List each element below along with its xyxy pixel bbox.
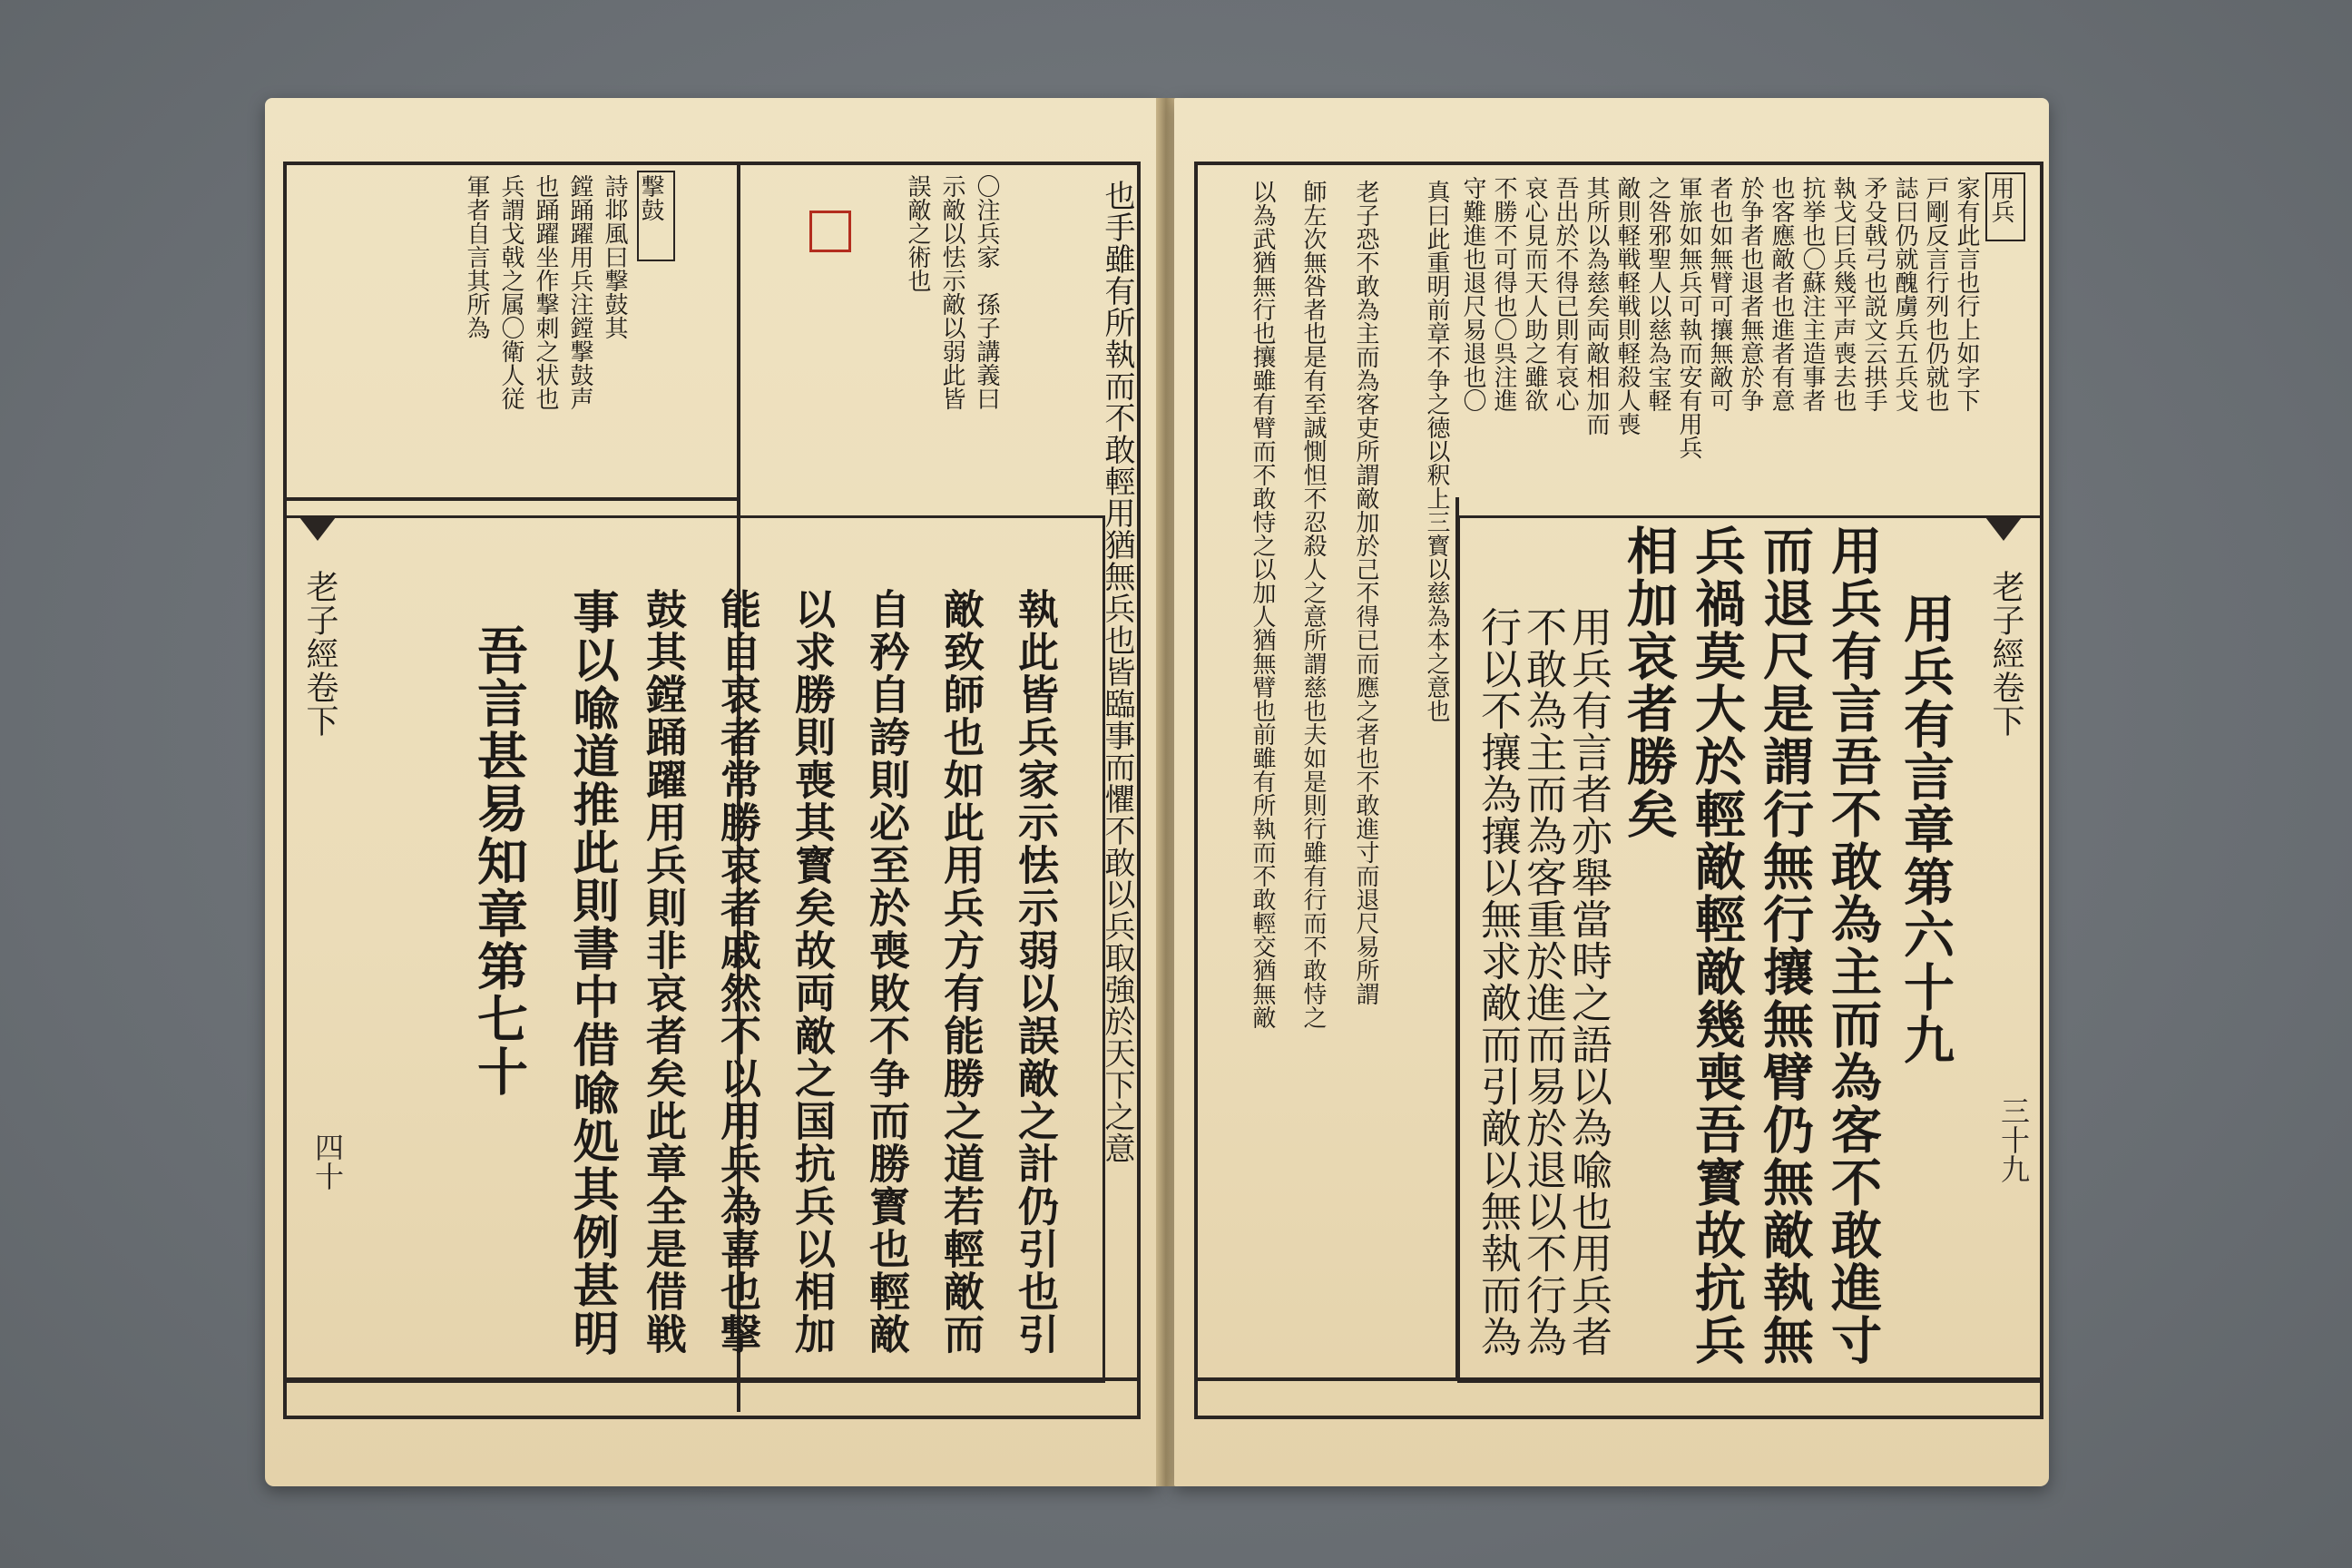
main-text-col: 鼓其鏜踊躍用兵則非哀者矣此章全是借戦	[639, 588, 687, 1356]
upper-note-col: 示敵以怯示敵以弱此皆	[938, 174, 965, 410]
upper-note-col: 用兵	[1987, 176, 2014, 223]
upper-note-col: 兵謂戈戟之属〇衛人従	[497, 174, 524, 410]
upper-note-col: 執戈曰兵幾平声喪去也	[1829, 176, 1857, 412]
upper-note-col: 守難進也退尺易退也〇	[1459, 176, 1486, 412]
main-text-col: 執此皆兵家示怯示弱以誤敵之計仍引也引	[1011, 588, 1059, 1356]
upper-note-col: 吾出於不得已則有哀心	[1552, 176, 1579, 412]
left-page	[265, 98, 1159, 1486]
upper-note-col: 〇注兵家 孫子講義曰	[973, 174, 1000, 410]
upper-note-col: 不勝不可得也〇呉注進	[1490, 176, 1517, 412]
red-seal-mark	[809, 211, 851, 252]
main-text-col: 能自哀者常勝哀者戚然不以用兵為喜也撃	[713, 588, 761, 1356]
fishtail-mark	[299, 517, 336, 541]
upper-note-col: 軍旅如無兵可執而安有用兵	[1675, 176, 1702, 459]
commentary-col: 行以不攘為攘以無求敵而引敵以無執而為	[1474, 606, 1522, 1357]
main-text-col: 敵致師也如此用兵方有能勝之道若輕敵而	[936, 588, 985, 1356]
left-divider	[283, 497, 737, 501]
upper-note-col: 誌曰仍就醜虜兵五兵戈	[1891, 176, 1918, 412]
commentary-col: 用兵有言者亦舉當時之語以為喩也用兵者	[1564, 606, 1612, 1357]
open-book	[265, 98, 2049, 1486]
folio-number: 四十	[310, 1132, 345, 1191]
upper-note-col: 矛殳戟弓也説文云拱手	[1860, 176, 1887, 412]
upper-note-col: 者也如無臂可攘無敵可	[1706, 176, 1733, 412]
long-note-col: 老子恐不敢為主而為客吏所謂敵加於己不得已而應之者也不敢進寸而退尺易所謂	[1352, 180, 1379, 1005]
right-page	[1174, 98, 2049, 1486]
upper-note-col: 之咎邪聖人以慈為宝軽	[1644, 176, 1671, 412]
upper-note-col: 誤敵之術也	[904, 174, 931, 292]
folio-number: 三十九	[1996, 1096, 2031, 1183]
upper-note-col: 也踊躍坐作撃刺之状也	[532, 174, 559, 410]
upper-note-col: 詩邶風曰撃鼓其	[601, 174, 628, 339]
main-text-col: 事以喩道推此則書中借喩処其例甚明	[564, 588, 619, 1357]
long-note-col: 以為武猶無行也攘雖有臂而不敢恃之以加人猶無臂也前雖有所執而不敢輕交猶無敵	[1249, 180, 1276, 1029]
reference-col: 也手雖有所執而不敢輕用猶無兵也皆臨事而懼不敢以兵取強於天下之意	[1099, 180, 1135, 1164]
long-note-col: 真曰此重明前章不争之徳以釈上三寳以慈為本之意也	[1423, 180, 1450, 722]
main-text-col: 而退尺是謂行無行攘無臂仍無敵執無	[1755, 524, 1815, 1367]
chapter-title: 吾言甚易知章第七十	[469, 624, 529, 1098]
upper-note-col: 戸剛反言行列也仍就也	[1922, 176, 1949, 412]
commentary-col: 不敢為主而為客重於進而易於退以不行為	[1519, 606, 1567, 1357]
book-gutter	[1156, 98, 1176, 1486]
main-text-col: 兵禍莫大於輕敵輕敵幾喪吾寳故抗兵	[1687, 524, 1747, 1367]
upper-note-col: 於争者也退者無意於争	[1737, 176, 1764, 412]
main-text-col: 相加哀者勝矣	[1619, 524, 1679, 840]
main-text-col: 用兵有言吾不敢為主而為客不敢進寸	[1823, 524, 1883, 1367]
main-text-col: 以求勝則喪其寳矣故両敵之国抗兵以相加	[788, 588, 836, 1356]
upper-note-col: 撃鼓	[637, 174, 664, 221]
upper-note-col: 敵則軽戦軽戦則軽殺人喪	[1613, 176, 1641, 436]
main-text-col: 自矜自誇則必至於喪敗不争而勝寳也輕敵	[862, 588, 910, 1356]
upper-note-col: 哀心見而天人助之雖欲	[1521, 176, 1548, 412]
upper-note-col: 鏜踊躍用兵注鏜撃鼓声	[566, 174, 593, 410]
upper-note-col: 軍者自言其所為	[463, 174, 490, 339]
upper-note-col: 家有此言也行上如字下	[1953, 176, 1980, 412]
chapter-title: 用兵有言章第六十九	[1896, 593, 1955, 1066]
upper-note-col: 其所以為慈矣両敵相加而	[1583, 176, 1610, 436]
upper-note-col: 也客應敵者也進者有意	[1768, 176, 1795, 412]
margin-title: 老子經卷下	[301, 570, 338, 738]
margin-title: 老子經卷下	[1987, 570, 2024, 738]
long-note-col: 師左次無咎者也是有至誠惻怛不忍殺人之意所謂慈也夫如是則行雖有行而不敢恃之	[1299, 180, 1327, 1029]
upper-note-col: 抗挙也〇蘇注主造事者	[1798, 176, 1826, 412]
fishtail-mark	[1985, 517, 2022, 541]
